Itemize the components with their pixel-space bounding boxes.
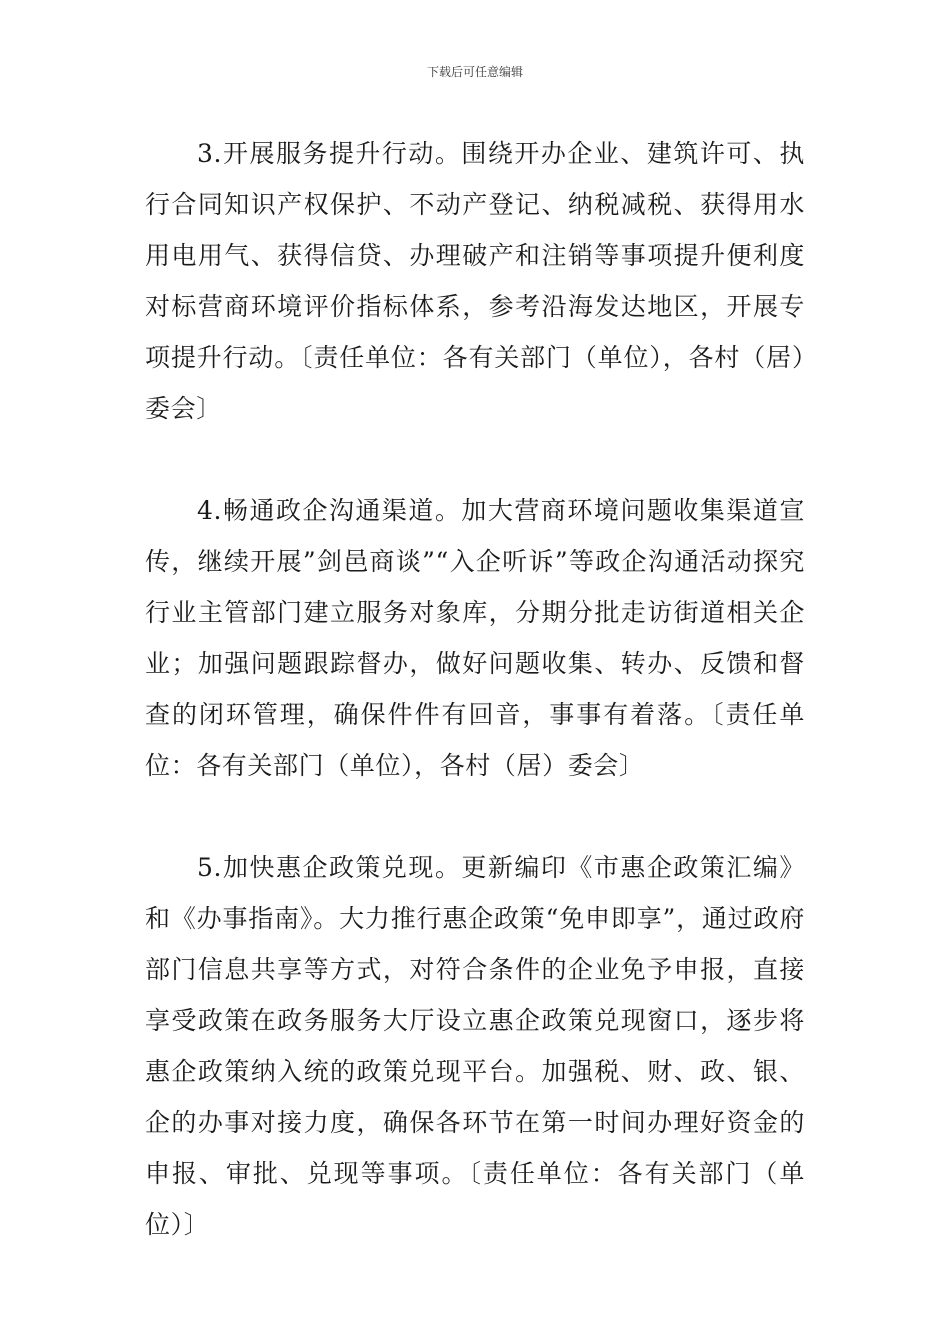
paragraph-item-3: 3.开展服务提升行动。围绕开办企业、建筑许可、执行合同知识产权保护、不动产登记、纳税减税、获得用水用电用气、获得信贷、办理破产和注销等事项提升便利度对标营商环境评价指标体系，参考沿海发达地区，开展专项提升行动。〔责任单位：各有关部门（单位），各村（居）委会〕 bbox=[145, 139, 805, 423]
document-body bbox=[145, 128, 805, 1250]
paragraph-item-5: 5.加快惠企政策兑现。更新编印《市惠企政策汇编》和《办事指南》。大力推行惠企政策“免申即享”，通过政府部门信息共享等方式，对符合条件的企业免予申报，直接享受政策在政务服务大厅设立惠企政策兑现窗口，逐步将惠企政策纳入统的政策兑现平台。加强税、财、政、银、企的办事对接力度，确保各环节在第一时间办理好资金的申报、审批、兑现等事项。〔责任单位：各有关部门（单位）〕 bbox=[145, 853, 805, 1239]
paragraph-item-4: 4.畅通政企沟通渠道。加大营商环境问题收集渠道宣传，继续开展”剑邑商谈”“入企听诉”等政企沟通活动探究行业主管部门建立服务对象库，分期分批走访街道相关企业；加强问题跟踪督办，做好问题收集、转办、反馈和督查的闭环管理，确保件件有回音，事事有着落。〔责任单位：各有关部门（单位），各村（居）委会〕 bbox=[145, 496, 805, 780]
page-header: 下载后可任意编辑 bbox=[426, 65, 523, 79]
